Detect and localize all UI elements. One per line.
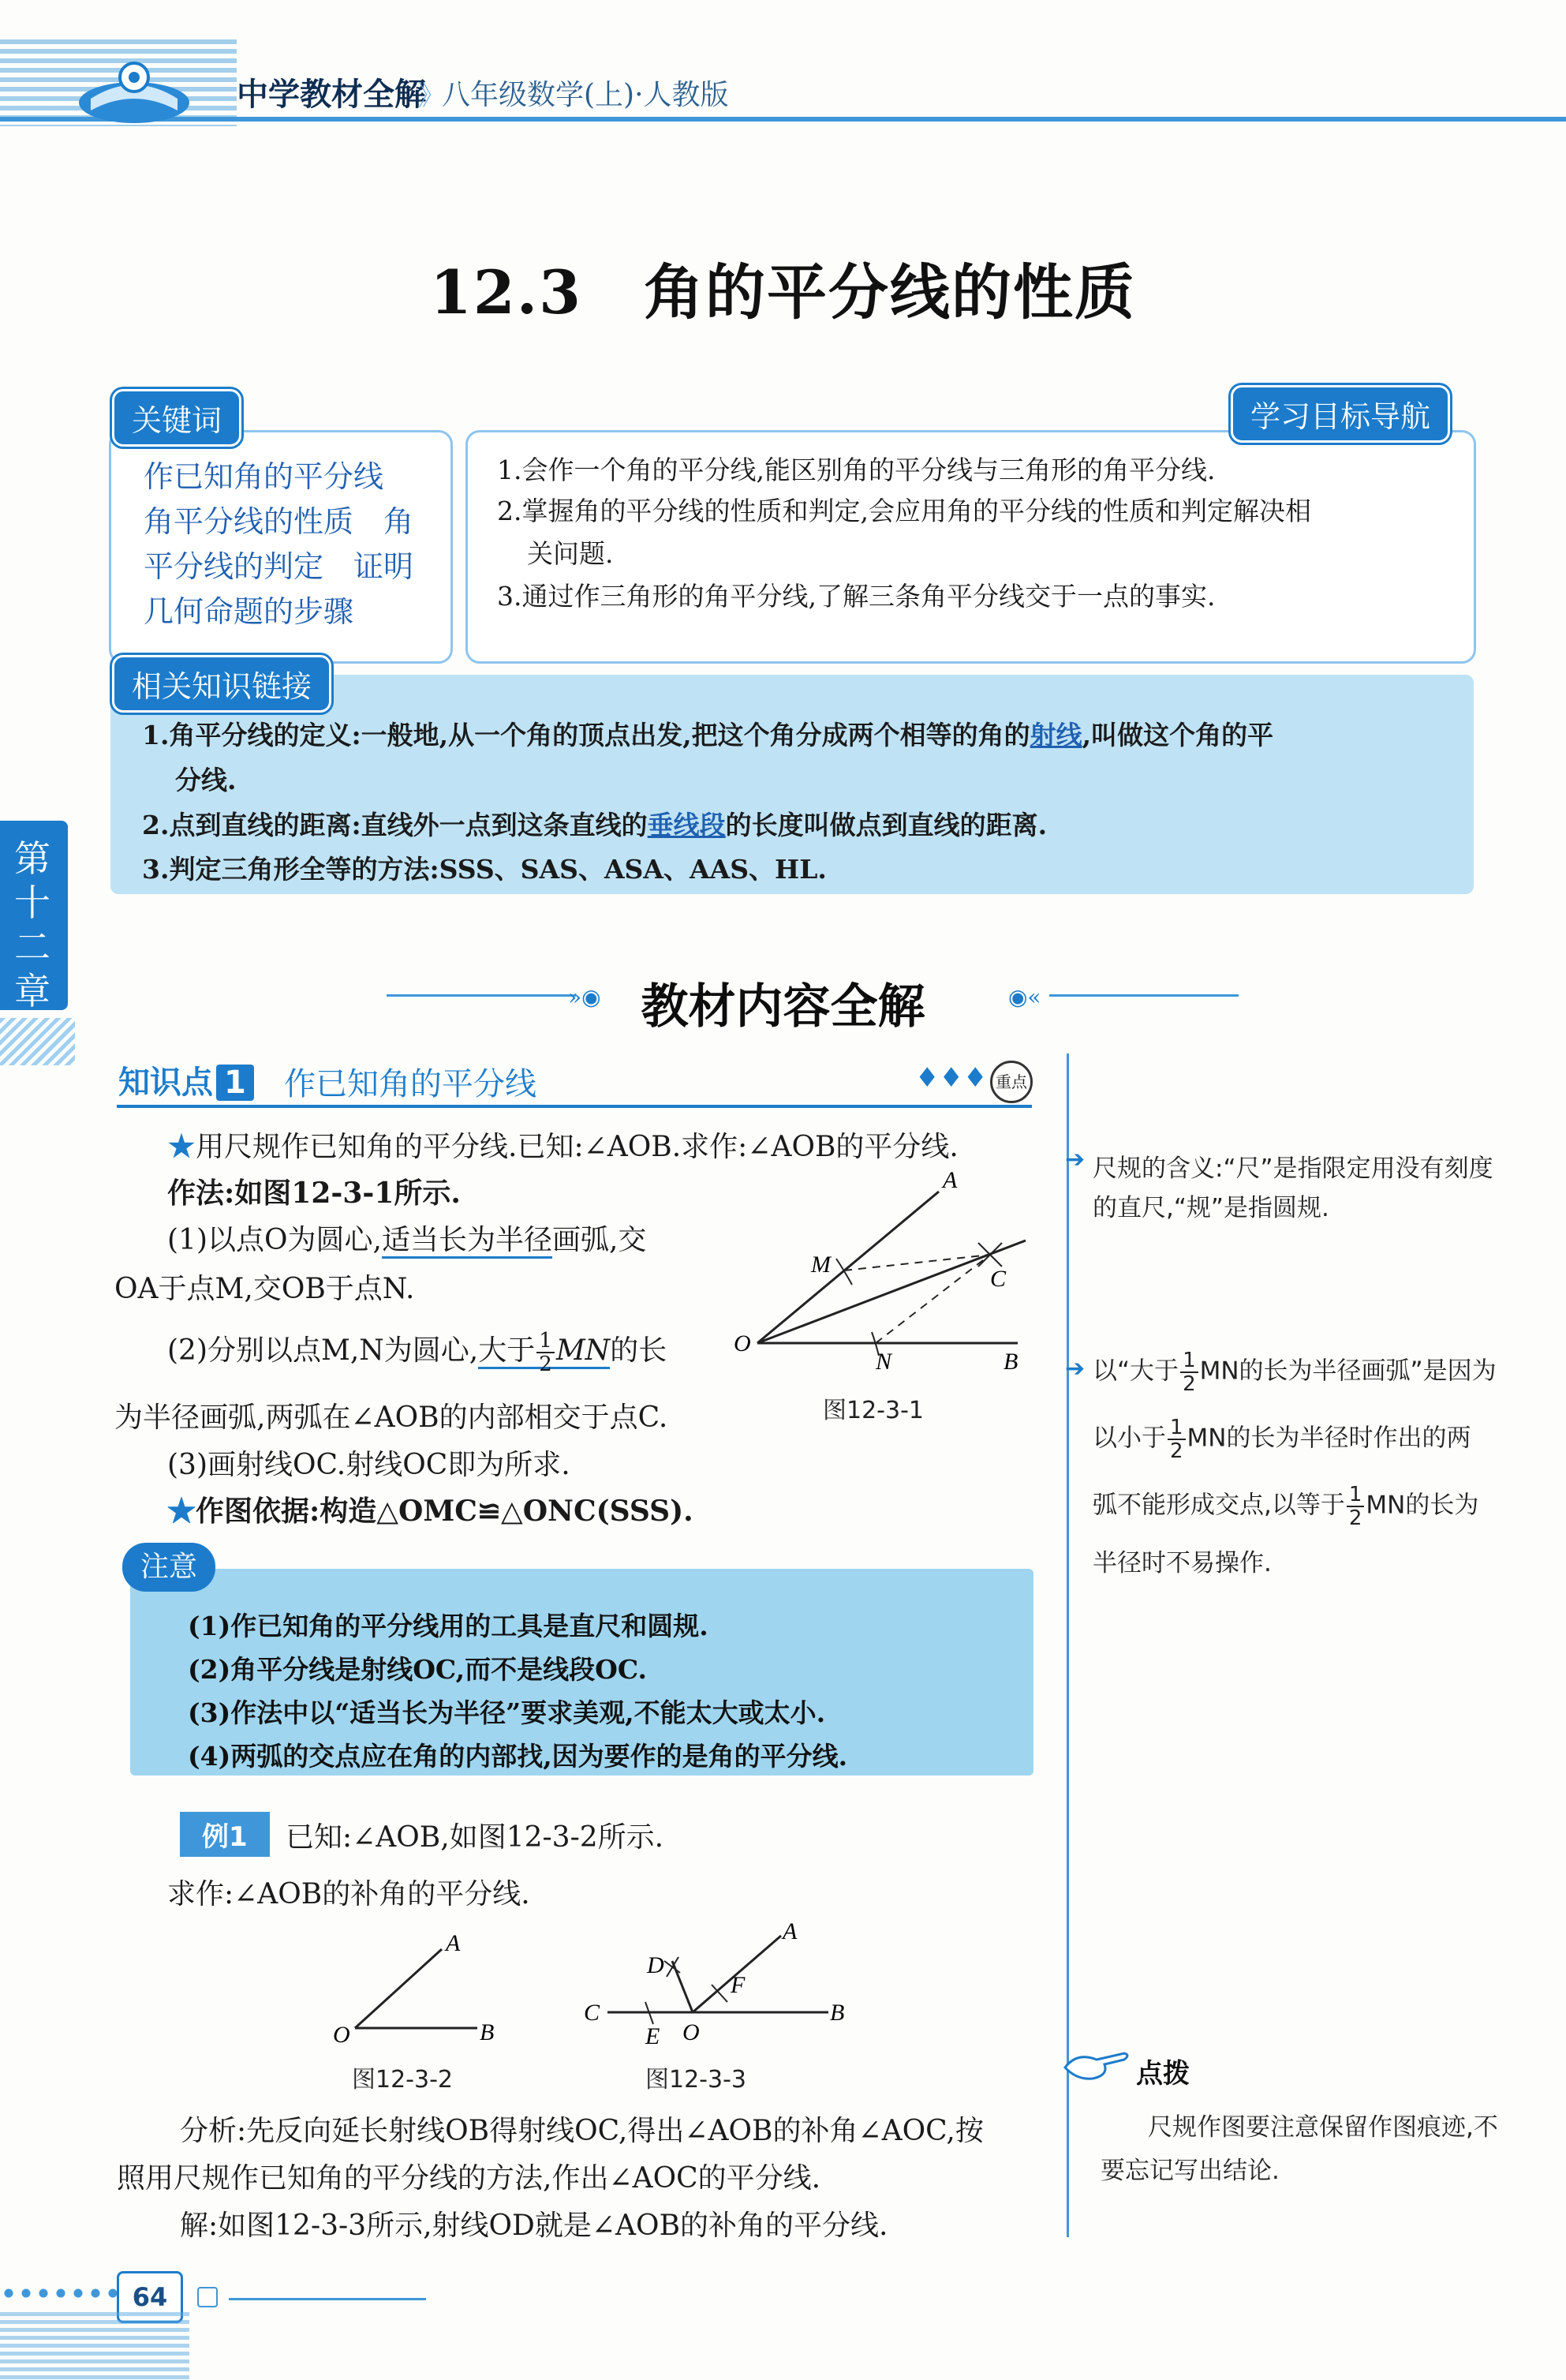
pointing-hand-icon: [1061, 2044, 1132, 2083]
ray-oa: [355, 1949, 442, 2028]
margin-note-2: 以小于 $\frac{1}{2}$ MN的长为半径时作出的两: [1093, 1416, 1471, 1463]
arrow-left-icon: ◉«: [1008, 984, 1041, 1010]
section-title: 教材内容全解: [641, 979, 925, 1035]
page-number: 64: [117, 2271, 183, 2323]
footer-square-icon: [197, 2287, 218, 2307]
goal-line: 关问题.: [527, 538, 614, 569]
figure-caption-2: 图12-3-2: [352, 2066, 453, 2094]
header-subtitle: 八年级数学(上)·人教版: [442, 79, 729, 111]
figure-12-3-2: [323, 1925, 513, 2044]
margin-arrow-icon: ➔: [1065, 1355, 1086, 1383]
margin-note-1: 的直尺,“规”是指圆规.: [1093, 1194, 1329, 1222]
header-rule: [0, 117, 1566, 122]
tip-text: 要忘记写出结论.: [1101, 2157, 1280, 2185]
knowledge-point-label: 知识点 1: [118, 1057, 254, 1102]
note-line: (3)作法中以“适当长为半径”要求美观,不能太大或太小.: [188, 1697, 826, 1728]
step1-text: (1)以点O为圆心,适当长为半径画弧,交: [167, 1218, 646, 1258]
label-o: O: [682, 2019, 700, 2045]
goal-line: 1.会作一个角的平分线,能区别角的平分线与三角形的角平分线.: [497, 455, 1216, 485]
margin-note-1: 尺规的含义:“尺”是指限定用没有刻度: [1093, 1154, 1493, 1183]
footer-stripes: [0, 2312, 189, 2380]
related-line-1-cont: 分线.: [175, 765, 237, 795]
goal-line: 2.掌握角的平分线的性质和判定,会应用角的平分线的性质和判定解决相: [497, 496, 1311, 526]
example-ask: 求作:∠AOB的补角的平分线.: [167, 1878, 530, 1910]
related-line-3: 3.判定三角形全等的方法:SSS、SAS、ASA、AAS、HL.: [142, 854, 827, 885]
keyword-line: 作已知角的平分线: [144, 459, 384, 494]
difficulty-drops-icon: ♦♦♦: [915, 1062, 988, 1094]
label-n: N: [876, 1349, 892, 1375]
keyword-line: 平分线的判定 证明: [144, 549, 414, 584]
label-m: M: [811, 1252, 831, 1278]
knowledge-point-title: 作已知角的平分线: [284, 1066, 536, 1102]
note-icon: 注意: [122, 1543, 215, 1592]
step2-text: (2)分别以点M,N为圆心,大于 $\frac{1}{2}$ MN的长: [167, 1329, 667, 1376]
keyword-line: 几何命题的步骤: [144, 594, 354, 629]
margin-arrow-icon: ➔: [1065, 1146, 1086, 1173]
example-tag: 例1: [180, 1812, 270, 1857]
margin-note-2: 以“大于 $\frac{1}{2}$ MN的长为半径画弧”是因为: [1093, 1349, 1497, 1396]
label-f: F: [731, 1972, 746, 1998]
footer-dots: [0, 2285, 118, 2301]
goal-line: 3.通过作三角形的角平分线,了解三条角平分线交于一点的事实.: [497, 581, 1216, 612]
segment-nc: [876, 1255, 990, 1343]
section-rule-right: [1049, 994, 1239, 997]
book-logo-icon: [75, 55, 193, 126]
label-d: D: [647, 1952, 664, 1978]
note-line: (2)角平分线是射线OC,而不是线段OC.: [188, 1654, 648, 1685]
footer-rule: [229, 2298, 426, 2300]
arc-m: [836, 1259, 852, 1285]
figure-12-3-1: [726, 1168, 1041, 1389]
goals-tag: 学习目标导航: [1231, 385, 1450, 443]
label-a: A: [446, 1930, 461, 1956]
label-e: E: [645, 2023, 660, 2048]
arrow-right-icon: »◉: [568, 984, 601, 1010]
analysis-line-2: 照用尺规作已知角的平分线的方法,作出∠AOC的平分线.: [117, 2162, 821, 2195]
related-knowledge-tag: 相关知识链接: [112, 655, 331, 713]
step2-cont: 为半径画弧,两弧在∠AOB的内部相交于点C.: [114, 1401, 668, 1434]
keyword-line: 角平分线的性质 角: [144, 504, 414, 539]
knowledge-point-rule: [117, 1105, 1032, 1108]
arc-cross-c: [978, 1243, 1002, 1267]
fraction-half: $\frac{1}{2}$: [536, 1330, 555, 1375]
key-point-badge: 重点: [990, 1061, 1033, 1103]
related-line-1: 1.角平分线的定义:一般地,从一个角的顶点出发,把这个角分成两个相等的角的射线,叫做这个角的平: [142, 720, 1274, 750]
label-b: B: [1004, 1349, 1018, 1375]
star-icon: ★: [167, 1131, 196, 1163]
tip-label: 点拨: [1136, 2058, 1190, 2090]
figure-caption-1: 图12-3-1: [823, 1397, 924, 1424]
tip-text: 尺规作图要注意保留作图痕迹,不: [1148, 2113, 1498, 2142]
example-given: 已知:∠AOB,如图12-3-2所示.: [286, 1821, 664, 1854]
label-a: A: [943, 1168, 958, 1193]
page-title: 12.3 角的平分线的性质: [429, 257, 1137, 327]
analysis-line-1: 分析:先反向延长射线OB得射线OC,得出∠AOB的补角∠AOC,按: [180, 2115, 984, 2147]
note-line: (4)两弧的交点应在角的内部找,因为要作的是角的平分线.: [188, 1741, 848, 1772]
figure-caption-3: 图12-3-3: [645, 2066, 746, 2094]
intro-text: ★用尺规作已知角的平分线.已知:∠AOB.求作:∠AOB的平分线.: [167, 1131, 959, 1163]
label-b: B: [480, 2019, 495, 2044]
header-series: 中学教材全解: [237, 76, 426, 113]
label-o: O: [734, 1330, 751, 1357]
step1-cont: OA于点M,交OB于点N.: [114, 1273, 415, 1305]
related-line-2: 2.点到直线的距离:直线外一点到这条直线的垂线段的长度叫做点到直线的距离.: [142, 810, 1048, 840]
label-o: O: [333, 2022, 350, 2044]
solution-text: 解:如图12-3-3所示,射线OD就是∠AOB的补角的平分线.: [180, 2210, 888, 2242]
ray-oa: [757, 1192, 939, 1343]
label-a: A: [783, 1918, 798, 1944]
margin-note-2: 弧不能形成交点,以等于 $\frac{1}{2}$ MN的长为: [1093, 1483, 1479, 1530]
header-separator: 》: [418, 80, 445, 112]
label-c: C: [990, 1266, 1007, 1292]
star-icon: ★: [167, 1495, 196, 1528]
figure-12-3-3: [576, 1914, 860, 2048]
method-text: 作法:如图12-3-1所示.: [167, 1177, 461, 1210]
note-line: (1)作已知角的平分线用的工具是直尺和圆规.: [188, 1611, 708, 1641]
margin-note-2: 半径时不易操作.: [1093, 1549, 1272, 1577]
keywords-tag: 关键词: [112, 389, 241, 447]
ray-oc: [757, 1241, 1026, 1343]
label-c: C: [584, 2000, 600, 2026]
chapter-tab-label: 第十二章: [14, 837, 50, 1012]
basis-text: ★作图依据:构造△OMC≌△ONC(SSS).: [167, 1495, 693, 1528]
step3-text: (3)画射线OC.射线OC即为所求.: [167, 1449, 570, 1481]
label-b: B: [830, 2000, 845, 2026]
